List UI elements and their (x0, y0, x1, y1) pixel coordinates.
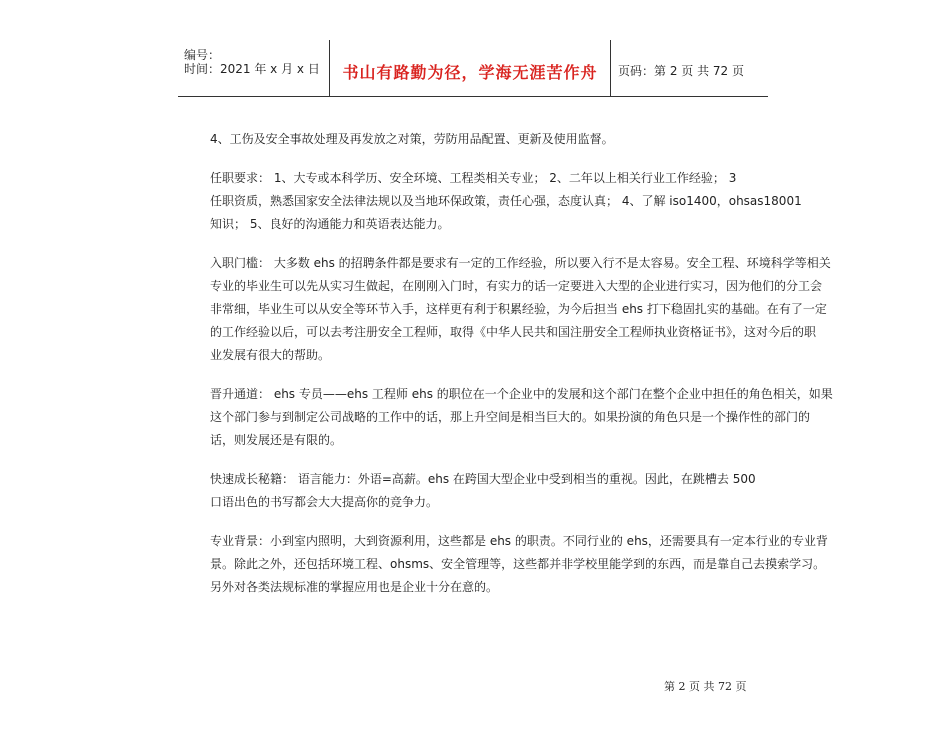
text-line: 业发展有很大的帮助。 (210, 348, 331, 362)
motto-text: 书山有路勤为径，学海无涯苦作舟 (342, 63, 598, 82)
header-page-info: 页码：第 2 页 共 72 页 (618, 64, 744, 78)
time-label: 时间：2021 年 x 月 x 日 (184, 62, 320, 76)
text-line: 晋升通道： ehs 专员——ehs 工程师 ehs 的职位在一个企业中的发展和这个部门在整个企业中担任的角色相关，如果 (210, 387, 833, 401)
paragraph-entry-threshold (210, 252, 872, 367)
document-body (210, 128, 872, 615)
header-info-cell (178, 40, 328, 96)
text-line: 口语出色的书写都会大大提高你的竞争力。 (210, 495, 439, 509)
text-line: 入职门槛： 大多数 ehs 的招聘条件都是要求有一定的工作经验，所以要入行不是太容易。安全工程、环境科学等相关 (210, 256, 831, 270)
text-line: 专业背景：小到室内照明，大到资源利用，这些都是 ehs 的职责。不同行业的 ehs，还需要具有一定本行业的专业背 (210, 534, 828, 548)
text-line: 4、工伤及安全事故处理及再发放之对策，劳防用品配置、更新及使用监督。 (210, 132, 614, 146)
page-header (178, 40, 768, 97)
page-footer: 第 2 页 共 72 页 (664, 680, 747, 693)
text-line: 非常细，毕业生可以从安全等环节入手，这样更有利于积累经验，为今后担当 ehs 打下稳固扎实的基础。在有了一定 (210, 302, 827, 316)
paragraph-requirements (210, 167, 872, 236)
text-line: 知识； 5、良好的沟通能力和英语表达能力。 (210, 217, 450, 231)
paragraph-duties (210, 128, 872, 151)
header-page-cell (610, 40, 768, 96)
text-line: 的工作经验以后，可以去考注册安全工程师，取得《中华人民共和国注册安全工程师执业资格证书》，这对今后的职 (210, 325, 817, 339)
text-line: 专业的毕业生可以先从实习生做起，在刚刚入门时，有实力的话一定要进入大型的企业进行实习，因为他们的分工会 (210, 279, 823, 293)
text-line: 另外对各类法规标准的掌握应用也是企业十分在意的。 (210, 580, 499, 594)
text-line: 任职资质，熟悉国家安全法律法规以及当地环保政策，责任心强，态度认真； 4、了解 iso1400，ohsas18001 (210, 194, 802, 208)
text-line: 这个部门参与到制定公司战略的工作中的话，那上升空间是相当巨大的。如果扮演的角色只是一个操作性的部门的 (210, 410, 811, 424)
serial-label: 编号： (184, 48, 221, 62)
paragraph-promotion (210, 383, 872, 452)
text-line: 快速成长秘籍： 语言能力：外语=高薪。ehs 在跨国大型企业中受到相当的重视。因此，在跳槽去 500 (210, 472, 756, 486)
paragraph-growth-tips (210, 468, 872, 514)
text-line: 话，则发展还是有限的。 (210, 433, 343, 447)
paragraph-background (210, 530, 872, 599)
text-line: 景。除此之外，还包括环境工程、ohsms、安全管理等，这些都并非学校里能学到的东西，而是靠自己去摸索学习。 (210, 557, 826, 571)
header-motto-cell (329, 40, 611, 96)
text-line: 任职要求： 1、大专或本科学历、安全环境、工程类相关专业； 2、二年以上相关行业工作经验； 3 (210, 171, 737, 185)
